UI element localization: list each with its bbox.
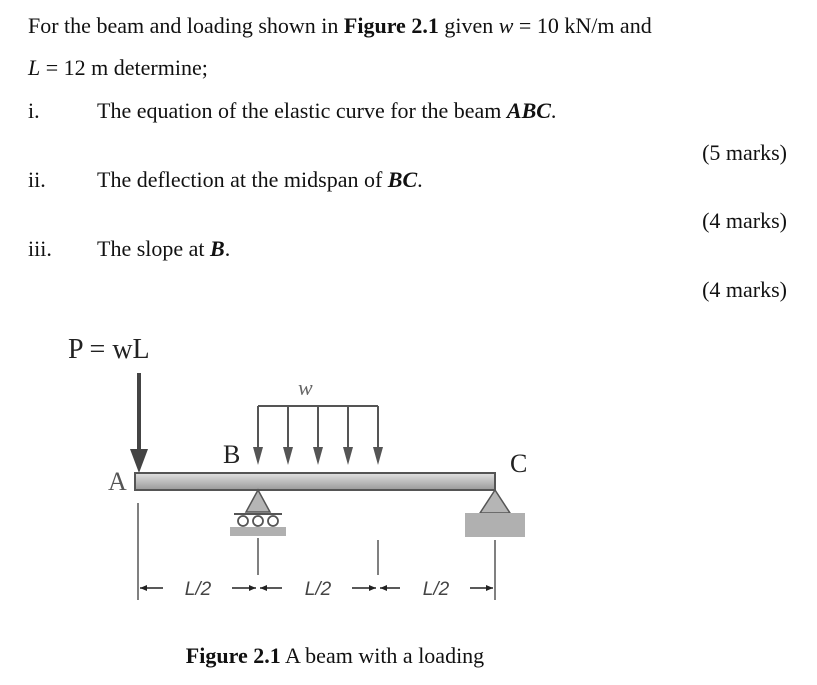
question-2-body: The deflection at the midspan of [97, 167, 388, 192]
problem-text-2: given [438, 13, 499, 38]
question-1-body: The equation of the elastic curve for the beam [97, 98, 507, 123]
question-2-number: ii. [28, 167, 46, 192]
w-symbol: w [498, 13, 514, 38]
question-3-body: The slope at [97, 236, 211, 261]
dimension-2 [260, 579, 376, 600]
distributed-load [258, 406, 378, 452]
problem-line-2 [28, 55, 208, 81]
label-A: A [108, 467, 127, 496]
figure-caption [0, 643, 670, 669]
question-3-marks: (4 marks) [702, 277, 787, 302]
distributed-load-label: w [298, 375, 313, 400]
figure-reference: Figure 2.1 [343, 13, 439, 38]
dimension-label-2: L/2 [304, 579, 332, 600]
point-load-label: P = wL [68, 334, 150, 365]
beam [135, 473, 495, 490]
question-1-marks: (5 marks) [702, 140, 787, 165]
pin-support-C [465, 490, 525, 537]
problem-line-1 [28, 13, 652, 39]
label-B: B [223, 440, 241, 469]
question-1-number: i. [28, 98, 40, 123]
figure-caption-text: A beam with a loading [280, 643, 485, 668]
question-2-text [97, 167, 423, 193]
point-load-arrow [130, 373, 148, 473]
question-2-bold: BC [387, 167, 418, 192]
question-3-end: . [224, 236, 231, 261]
figure-caption-label: Figure 2.1 [185, 643, 281, 668]
question-3-text [97, 236, 230, 262]
dimension-label-3: L/2 [422, 579, 450, 600]
question-1-end: . [550, 98, 557, 123]
dimension-label-1: L/2 [184, 579, 212, 600]
question-3-number: iii. [28, 236, 52, 261]
roller-support-B [230, 490, 286, 536]
question-1-text [97, 98, 556, 124]
dimension-3 [380, 579, 493, 600]
problem-text-1: For the beam and loading shown in [28, 13, 344, 38]
question-3-bold: B [210, 236, 225, 261]
L-value: = 12 m determine; [40, 55, 208, 80]
L-symbol: L [28, 55, 41, 80]
question-2-end: . [417, 167, 423, 192]
label-C: C [510, 449, 528, 478]
beam-figure [60, 325, 580, 615]
question-1-bold: ABC [506, 98, 551, 123]
dimension-1 [140, 579, 256, 600]
w-value: = 10 kN/m and [513, 13, 652, 38]
question-2-marks: (4 marks) [702, 208, 787, 233]
